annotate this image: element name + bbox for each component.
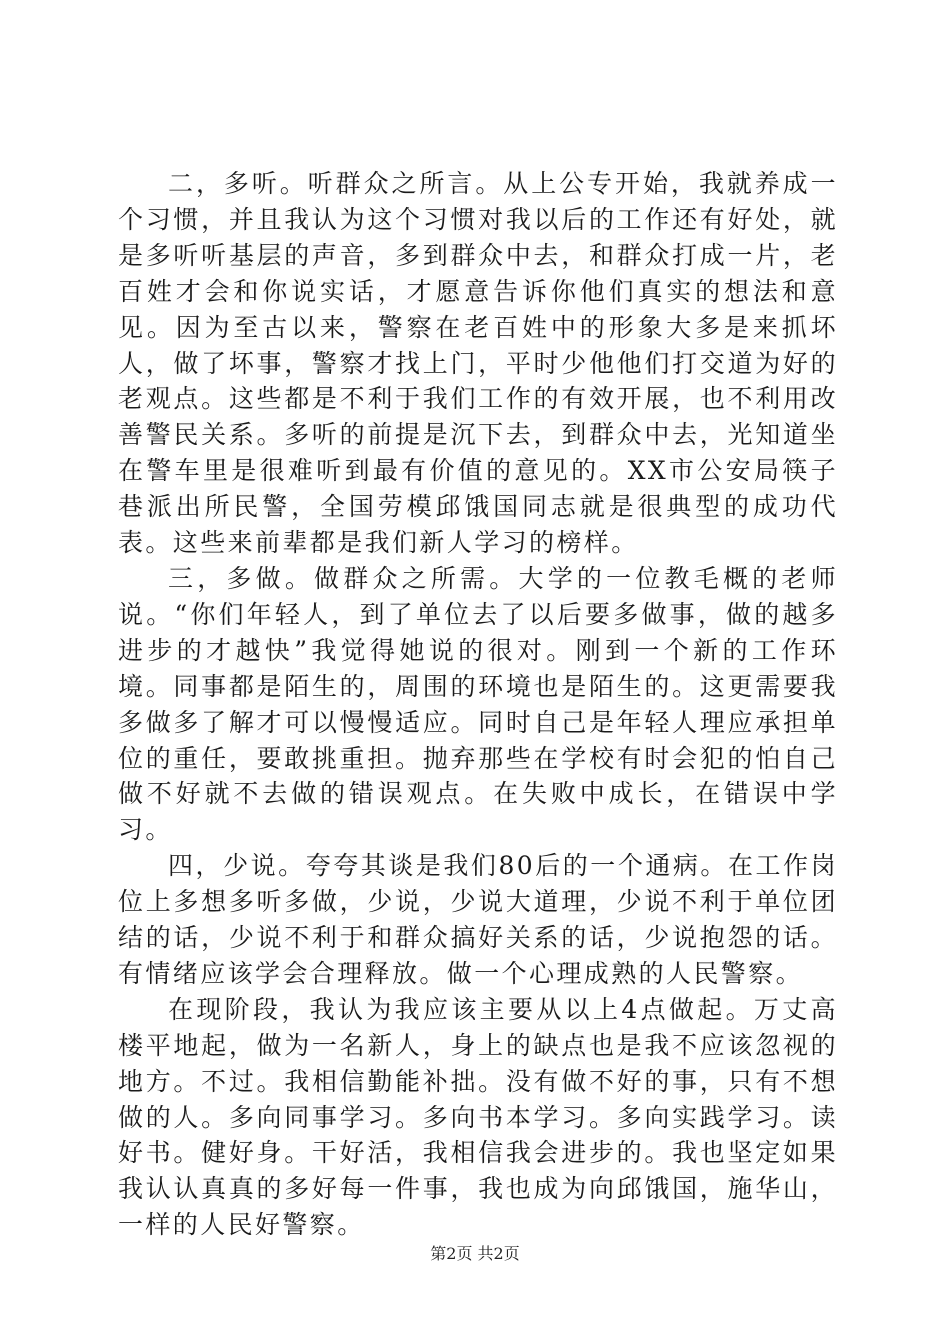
paragraph-listen-more: 二，多听。听群众之所言。从上公专开始，我就养成一个习惯，并且我认为这个习惯对我以后的工作还有好处，就是多听听基层的声音，多到群众中去，和群众打成一片，老百姓才会和你说实话，才愿意告诉你他们真实的想法和意见。因为至古以来，警察在老百姓中的形象大多是来抓坏人，做了坏事，警察才找上门，平时少他他们打交道为好的老观点。这些都是不利于我们工作的有效开展，也不利用改善警民关系。多听的前提是沉下去，到群众中去，光知道坐在警车里是很难听到最有价值的意见的。XX市公安局筷子巷派出所民警，全国劳模邱饿国同志就是很典型的成功代表。这些来前辈都是我们新人学习的榜样。 bbox=[118, 169, 838, 558]
paragraph-do-more: 三，多做。做群众之所需。大学的一位教毛概的老师说。“你们年轻人，到了单位去了以后要多做事，做的越多进步的才越快”我觉得她说的很对。刚到一个新的工作环境。同事都是陌生的，周围的环境也是陌生的。这更需要我多做多了解才可以慢慢适应。同时自己是年轻人理应承担单位的重任，要敢挑重担。抛弃那些在学校有时会犯的怕自己做不好就不去做的错误观点。在失败中成长，在错误中学习。 bbox=[118, 563, 838, 845]
paragraph-conclusion: 在现阶段，我认为我应该主要从以上4点做起。万丈高楼平地起，做为一名新人，身上的缺点也是我不应该忽视的地方。不过。我相信勤能补拙。没有做不好的事，只有不想做的人。多向同事学习。多向书本学习。多向实践学习。读好书。健好身。干好活，我相信我会进步的。我也坚定如果我认认真真的多好每一件事，我也成为向邱饿国，施华山，一样的人民好警察。 bbox=[118, 994, 838, 1240]
document-body bbox=[118, 166, 838, 1243]
page-footer: 第2页 共2页 bbox=[430, 1244, 520, 1263]
paragraph-speak-less: 四，少说。夸夸其谈是我们80后的一个通病。在工作岗位上多想多听多做，少说，少说大道理，少说不利于单位团结的话，少说不利于和群众搞好关系的话，少说抱怨的话。有情绪应该学会合理释放。做一个心理成熟的人民警察。 bbox=[118, 851, 838, 988]
